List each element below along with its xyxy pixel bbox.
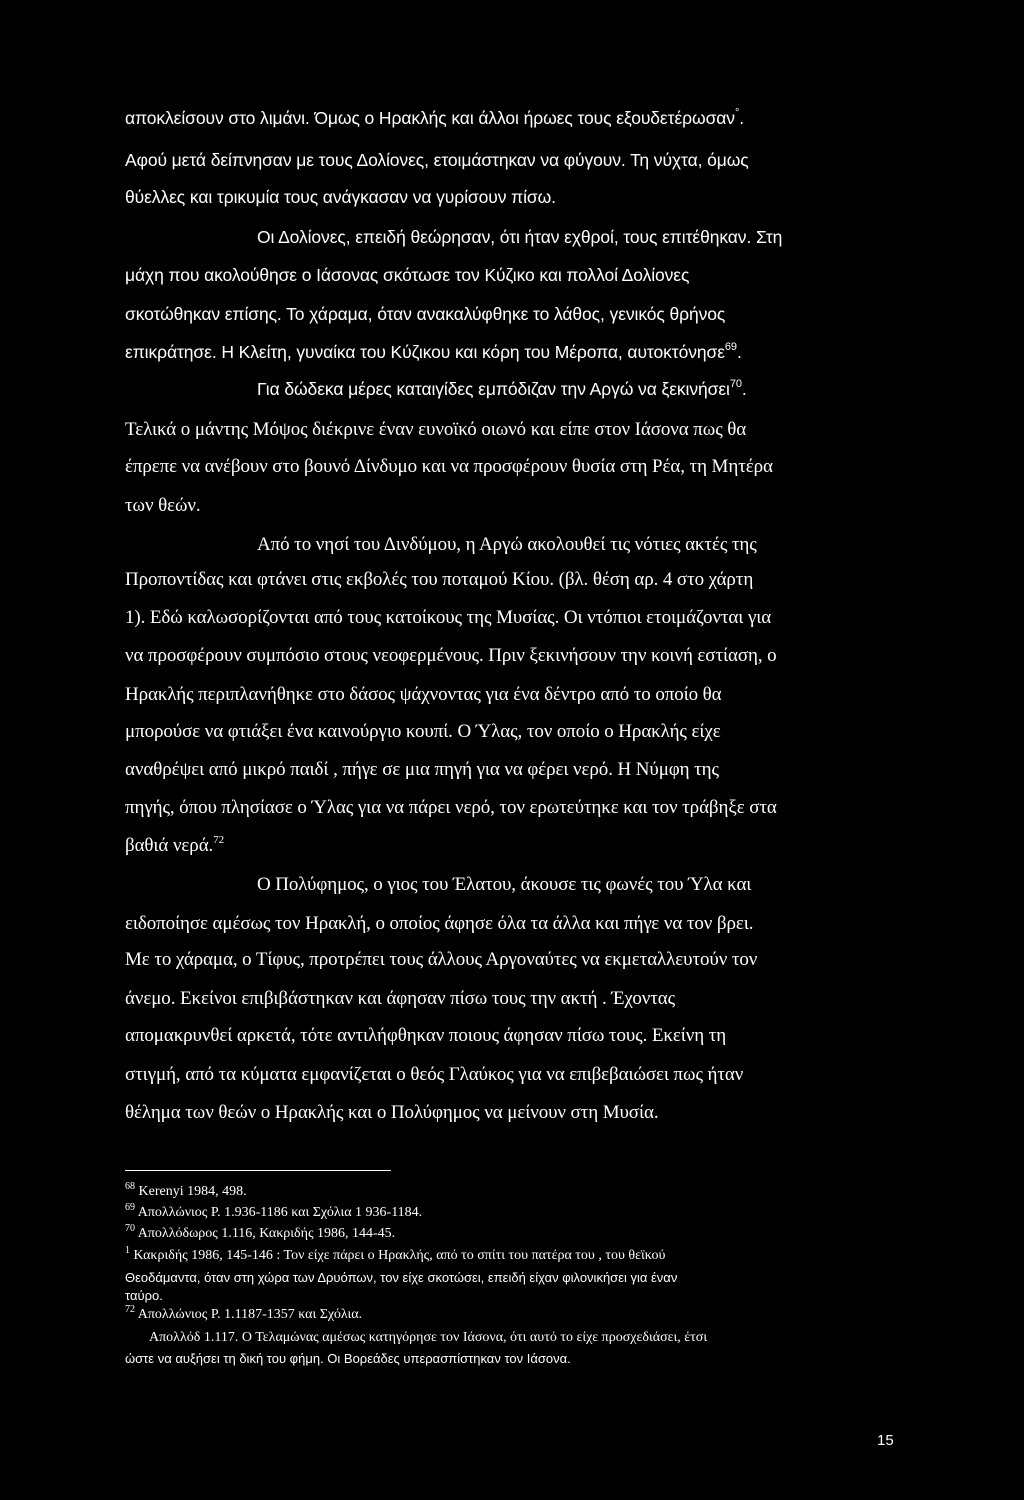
footnote-69: $^{69}$ Απολλώνιος Ρ. 1.936-1186 και Σχόλια 1 936-1184. [125, 1202, 423, 1220]
body-line: Από το νησί του Δινδύμου, η Αργώ ακολουθεί τις νότιες ακτές της [257, 534, 757, 555]
footnote-72: $^{72}$ Απολλώνιος Ρ. 1.1187-1357 και Σχόλια. [125, 1304, 363, 1322]
body-line: θύελλες και τρικυμία τους ανάγκασαν να γυρίσουν πίσω. [125, 187, 556, 207]
body-line: Προποντίδας και φτάνει στις εκβολές του ποταμού Κίου. (βλ. θέση αρ. 4 στο χάρτη [125, 569, 754, 590]
footnote-70: $^{70}$ Απολλόδωρος 1.116, Κακριδής 1986, 144-45. [125, 1223, 396, 1241]
footnote-73: Απολλόδ 1.117. Ο Τελαμώνας αμέσως κατηγόρησε τον Ιάσονα, ότι αυτό το είχε προσχεδιάσει, έτσι [149, 1330, 708, 1345]
footnote-separator [125, 1170, 391, 1171]
body-line: απομακρυνθεί αρκετά, τότε αντιλήφθηκαν ποιους άφησαν πίσω τους. Εκείνη τη [125, 1025, 727, 1046]
footnote-71-cont: ταύρο. [125, 1288, 163, 1303]
page-number: 15 [877, 1432, 894, 1449]
body-line: Με το χάραμα, ο Τίφυς, προτρέπει τους άλλους Αργοναύτες να εκμεταλλευτούν τον [125, 949, 758, 970]
body-line: Ηρακλής περιπλανήθηκε στο δάσος ψάχνοντας για ένα δέντρο από το οποίο θα [125, 684, 722, 705]
body-line: σκοτώθηκαν επίσης. Το χάραμα, όταν ανακαλύφθηκε το λάθος, γενικός θρήνος [125, 304, 726, 324]
body-line: βαθιά νερά.$^{72}$ [125, 834, 225, 856]
body-line: άνεμο. Εκείνοι επιβιβάστηκαν και άφησαν πίσω τους την ακτή . Έχοντας [125, 988, 676, 1009]
body-line: Για δώδεκα μέρες καταιγίδες εμπόδιζαν την Αργώ να ξεκινήσει$^{70}$. [257, 378, 747, 399]
body-line: Ο Πολύφημος, ο γιος του Έλατου, άκουσε τις φωνές του Ύλα και [257, 874, 752, 895]
footnote-68: $^{68}$ Kerenyi 1984, 498. [125, 1181, 247, 1199]
body-line: θέλημα των θεών ο Ηρακλής και ο Πολύφημος να μείνουν στη Μυσία. [125, 1102, 659, 1123]
body-line: αποκλείσουν στο λιμάνι. Όμως ο Ηρακλής και άλλοι ήρωες τους εξουδετέρωσαν°. [125, 107, 745, 128]
body-line: Οι Δολίονες, επειδή θεώρησαν, ότι ήταν εχθροί, τους επιτέθηκαν. Στη [257, 227, 783, 247]
body-line: των θεών. [125, 495, 201, 516]
footnote-71: $^1$ Κακριδής 1986, 145-146 : Τον είχε πάρει ο Ηρακλής, από το σπίτι του πατέρα του , του θεϊκού [125, 1245, 666, 1263]
body-line: στιγμή, από τα κύματα εμφανίζεται ο θεός Γλαύκος για να επιβεβαιώσει πως ήταν [125, 1064, 744, 1085]
body-line: μάχη που ακολούθησε ο Ιάσονας σκότωσε τον Κύζικο και πολλοί Δολίονες [125, 265, 690, 285]
body-line: Τελικά ο μάντης Μόψος διέκρινε έναν ευνοϊκό οιωνό και είπε στον Ιάσονα πως θα [125, 419, 747, 440]
body-line: επικράτησε. Η Κλείτη, γυναίκα του Κύζικου και κόρη του Μέροπα, αυτοκτόνησε$^{69}$. [125, 341, 742, 362]
body-line: μπορούσε να φτιάξει ένα καινούργιο κουπί. Ο Ύλας, τον οποίο ο Ηρακλής είχε [125, 721, 721, 742]
footnote-71-cont: Θεοδάμαντα, όταν στη χώρα των Δρυόπων, τον είχε σκοτώσει, επειδή είχαν φιλονικήσει για έναν [125, 1270, 678, 1285]
body-line: αναθρέψει από μικρό παιδί , πήγε σε μια πηγή για να φέρει νερό. Η Νύμφη της [125, 759, 719, 780]
body-line: να προσφέρουν συμπόσιο στους νεοφερμένους. Πριν ξεκινήσουν την κοινή εστίαση, ο [125, 645, 777, 666]
body-line: πηγής, όπου πλησίασε ο Ύλας για να πάρει νερό, τον ερωτεύτηκε και τον τράβηξε στα [125, 797, 777, 818]
body-line: Αφού μετά δείπνησαν με τους Δολίονες, ετοιμάστηκαν να φύγουν. Τη νύχτα, όμως [125, 150, 749, 170]
body-line: 1). Εδώ καλωσορίζονται από τους κατοίκους της Μυσίας. Οι ντόπιοι ετοιμάζονται για [125, 607, 772, 628]
body-line: ειδοποίησε αμέσως τον Ηρακλή, ο οποίος άφησε όλα τα άλλα και πήγε να τον βρει. [125, 913, 754, 934]
body-line: έπρεπε να ανέβουν στο βουνό Δίνδυμο και να προσφέρουν θυσία στη Ρέα, τη Μητέρα [125, 456, 773, 477]
footnote-73-cont: ώστε να αυξήσει τη δική του φήμη. Οι Βορεάδες υπερασπίστηκαν τον Ιάσονα. [125, 1351, 571, 1366]
